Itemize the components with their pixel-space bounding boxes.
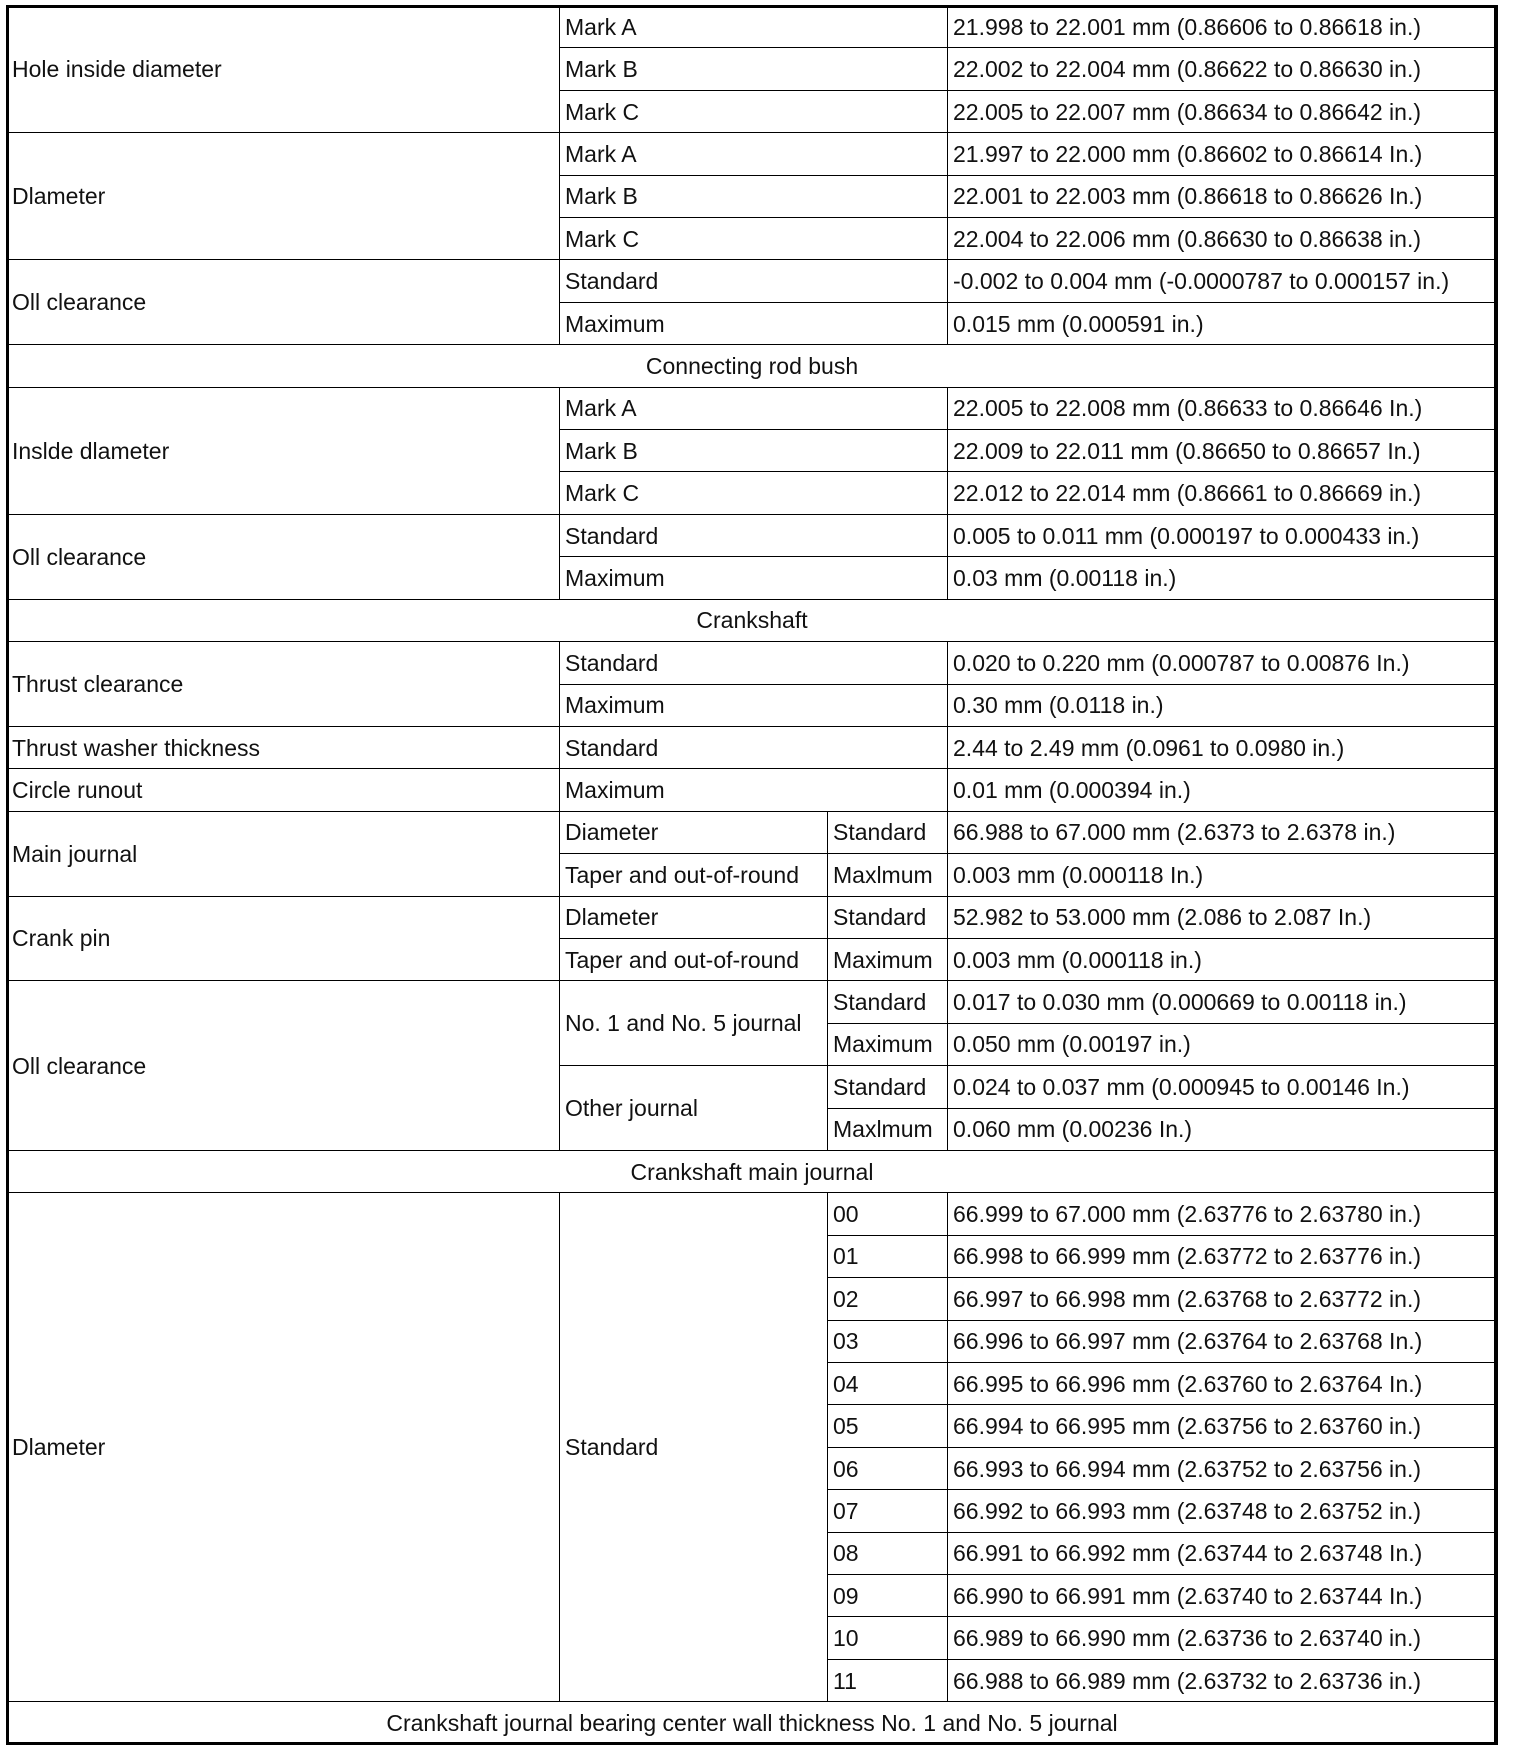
section-title: Crankshaft main journal	[7, 1150, 1498, 1192]
spec-value: 66.999 to 67.000 mm (2.63776 to 2.63780 in.)	[948, 1193, 1498, 1235]
spec-value: 0.005 to 0.011 mm (0.000197 to 0.000433 in.)	[948, 514, 1498, 556]
spec-value: 0.30 mm (0.0118 in.)	[948, 684, 1498, 726]
spec-value: 66.991 to 66.992 mm (2.63744 to 2.63748 In.)	[948, 1532, 1498, 1574]
section-title: Crankshaft	[7, 599, 1498, 641]
spec-value: 0.020 to 0.220 mm (0.000787 to 0.00876 In.)	[948, 642, 1498, 684]
item-label: Oll clearance	[7, 514, 560, 599]
sub-label: Mark C	[560, 218, 948, 260]
condition-label: Maxlmum	[828, 1108, 948, 1150]
item-label: Dlameter	[7, 1193, 560, 1702]
spec-value: 52.982 to 53.000 mm (2.086 to 2.087 In.)	[948, 896, 1498, 938]
sub-label: Mark A	[560, 387, 948, 429]
item-label: Inslde dlameter	[7, 387, 560, 514]
condition-label: Maxlmum	[828, 854, 948, 896]
grade-label: 04	[828, 1363, 948, 1405]
spec-value: 0.024 to 0.037 mm (0.000945 to 0.00146 In.)	[948, 1066, 1498, 1108]
grade-label: 06	[828, 1447, 948, 1489]
spec-value: 0.060 mm (0.00236 In.)	[948, 1108, 1498, 1150]
spec-value: 2.44 to 2.49 mm (0.0961 to 0.0980 in.)	[948, 726, 1498, 768]
sub-label: Standard	[560, 514, 948, 556]
grade-label: 07	[828, 1490, 948, 1532]
spec-value: 66.988 to 66.989 mm (2.63732 to 2.63736 in.)	[948, 1659, 1498, 1701]
table-frame	[6, 5, 1497, 1745]
sub-label: Maximum	[560, 684, 948, 726]
item-label: Circle runout	[7, 769, 560, 811]
sub-label: Mark C	[560, 472, 948, 514]
grade-label: 11	[828, 1659, 948, 1701]
spec-value: 66.995 to 66.996 mm (2.63760 to 2.63764 In.)	[948, 1363, 1498, 1405]
spec-value: 22.012 to 22.014 mm (0.86661 to 0.86669 in.)	[948, 472, 1498, 514]
section-title: Connecting rod bush	[7, 345, 1498, 387]
grade-label: 08	[828, 1532, 948, 1574]
spec-value: 66.988 to 67.000 mm (2.6373 to 2.6378 in.)	[948, 811, 1498, 853]
sub-label: Standard	[560, 726, 948, 768]
item-label: Thrust washer thickness	[7, 726, 560, 768]
sub-label: Maximum	[560, 769, 948, 811]
condition-label: Standard	[828, 981, 948, 1023]
item-label: Hole inside diameter	[7, 6, 560, 133]
spec-value: 0.01 mm (0.000394 in.)	[948, 769, 1498, 811]
item-label: Thrust clearance	[7, 642, 560, 727]
spec-value: 22.009 to 22.011 mm (0.86650 to 0.86657 In.)	[948, 430, 1498, 472]
sub-label: Mark B	[560, 48, 948, 90]
spec-value: 0.03 mm (0.00118 in.)	[948, 557, 1498, 599]
sub-label: No. 1 and No. 5 journal	[560, 981, 828, 1066]
spec-value: 22.002 to 22.004 mm (0.86622 to 0.86630 in.)	[948, 48, 1498, 90]
spec-value: 0.017 to 0.030 mm (0.000669 to 0.00118 in.)	[948, 981, 1498, 1023]
item-label: Oll clearance	[7, 260, 560, 345]
condition-label: Standard	[828, 811, 948, 853]
sub-label: Mark A	[560, 6, 948, 48]
condition-label: Maximum	[828, 1023, 948, 1065]
grade-label: 03	[828, 1320, 948, 1362]
sub-label: Standard	[560, 260, 948, 302]
spec-value: 0.003 mm (0.000118 in.)	[948, 938, 1498, 980]
spec-value: 66.989 to 66.990 mm (2.63736 to 2.63740 in.)	[948, 1617, 1498, 1659]
spec-value: 66.996 to 66.997 mm (2.63764 to 2.63768 In.)	[948, 1320, 1498, 1362]
grade-label: 00	[828, 1193, 948, 1235]
spec-value: 0.015 mm (0.000591 in.)	[948, 302, 1498, 344]
sub-label: Taper and out-of-round	[560, 938, 828, 980]
grade-label: 01	[828, 1235, 948, 1277]
sub-label: Standard	[560, 642, 948, 684]
spec-value: 66.993 to 66.994 mm (2.63752 to 2.63756 in.)	[948, 1447, 1498, 1489]
spec-value: 0.050 mm (0.00197 in.)	[948, 1023, 1498, 1065]
sub-label: Maximum	[560, 302, 948, 344]
sub-label: Mark C	[560, 90, 948, 132]
sub-label: Diameter	[560, 811, 828, 853]
sub-label: Maximum	[560, 557, 948, 599]
condition-label: Standard	[828, 896, 948, 938]
spec-value: 21.998 to 22.001 mm (0.86606 to 0.86618 in.)	[948, 6, 1498, 48]
sub-label: Mark A	[560, 133, 948, 175]
spec-value: 0.003 mm (0.000118 In.)	[948, 854, 1498, 896]
sub-label: Standard	[560, 1193, 828, 1702]
spec-value: 66.994 to 66.995 mm (2.63756 to 2.63760 in.)	[948, 1405, 1498, 1447]
condition-label: Standard	[828, 1066, 948, 1108]
spec-value: 21.997 to 22.000 mm (0.86602 to 0.86614 In.)	[948, 133, 1498, 175]
item-label: Crank pin	[7, 896, 560, 981]
spec-value: -0.002 to 0.004 mm (-0.0000787 to 0.000157 in.)	[948, 260, 1498, 302]
item-label: Main journal	[7, 811, 560, 896]
spec-value: 22.005 to 22.007 mm (0.86634 to 0.86642 in.)	[948, 90, 1498, 132]
grade-label: 02	[828, 1278, 948, 1320]
grade-label: 05	[828, 1405, 948, 1447]
spec-value: 66.990 to 66.991 mm (2.63740 to 2.63744 In.)	[948, 1575, 1498, 1617]
sub-label: Mark B	[560, 175, 948, 217]
sub-label: Mark B	[560, 430, 948, 472]
item-label: Dlameter	[7, 133, 560, 260]
grade-label: 10	[828, 1617, 948, 1659]
spec-value: 22.004 to 22.006 mm (0.86630 to 0.86638 in.)	[948, 218, 1498, 260]
spec-value: 66.998 to 66.999 mm (2.63772 to 2.63776 in.)	[948, 1235, 1498, 1277]
condition-label: Maximum	[828, 938, 948, 980]
item-label: Oll clearance	[7, 981, 560, 1151]
section-title: Crankshaft journal bearing center wall thickness No. 1 and No. 5 journal	[7, 1702, 1498, 1745]
grade-label: 09	[828, 1575, 948, 1617]
spec-value: 22.001 to 22.003 mm (0.86618 to 0.86626 In.)	[948, 175, 1498, 217]
spec-value: 66.997 to 66.998 mm (2.63768 to 2.63772 in.)	[948, 1278, 1498, 1320]
spec-value: 22.005 to 22.008 mm (0.86633 to 0.86646 In.)	[948, 387, 1498, 429]
spec-value: 66.992 to 66.993 mm (2.63748 to 2.63752 in.)	[948, 1490, 1498, 1532]
sub-label: Taper and out-of-round	[560, 854, 828, 896]
sub-label: Dlameter	[560, 896, 828, 938]
sub-label: Other journal	[560, 1066, 828, 1151]
